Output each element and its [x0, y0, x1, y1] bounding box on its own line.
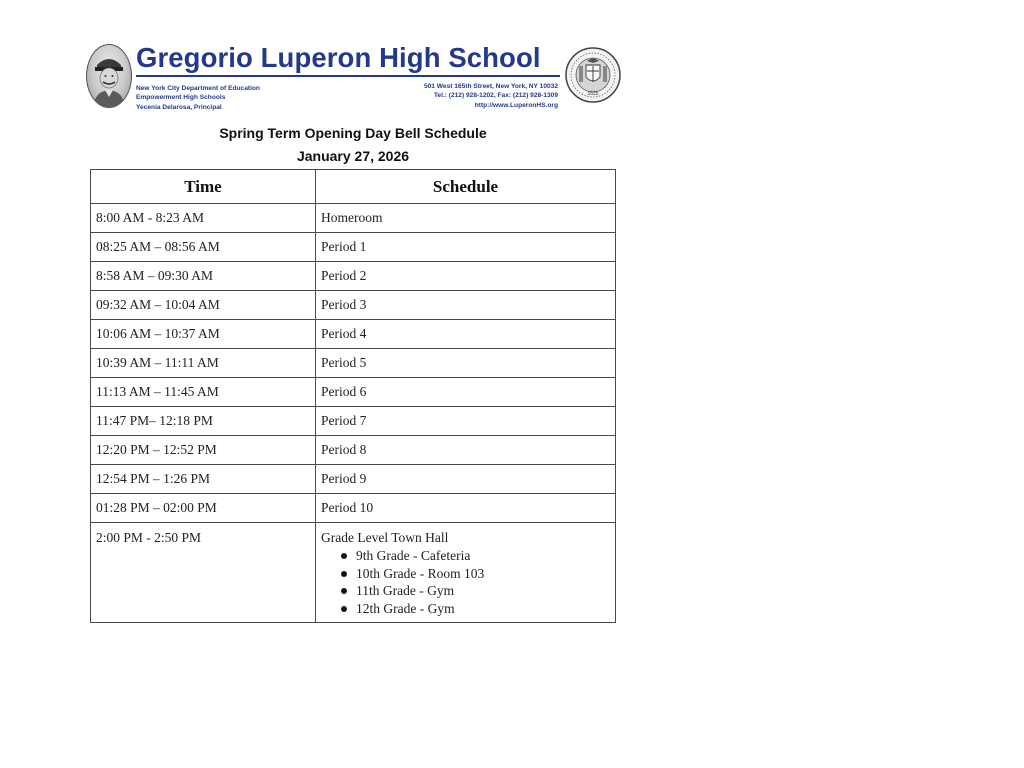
table-row [91, 291, 616, 320]
time-cell: 11:47 PM– 12:18 PM [91, 407, 316, 436]
town-hall-heading: Grade Level Town Hall [321, 530, 449, 545]
time-cell: 08:25 AM – 08:56 AM [91, 233, 316, 262]
table-row [91, 407, 616, 436]
table-row [91, 204, 616, 233]
list-item: 11th Grade - Gym [341, 582, 610, 600]
seal-year: 1625 [587, 91, 599, 97]
time-cell: 11:13 AM – 11:45 AM [91, 378, 316, 407]
table-row [91, 233, 616, 262]
schedule-cell: Period 6 [316, 378, 616, 407]
letterhead-right-block [424, 82, 558, 110]
schedule-column-header: Schedule [316, 170, 616, 204]
table-row [91, 436, 616, 465]
letterhead-left-block [136, 84, 260, 112]
time-cell: 8:00 AM - 8:23 AM [91, 204, 316, 233]
bell-schedule-table [90, 169, 616, 623]
city-seal-icon [564, 44, 622, 106]
schedule-cell: Period 10 [316, 494, 616, 523]
schedule-cell: Period 4 [316, 320, 616, 349]
schedule-cell: Period 9 [316, 465, 616, 494]
time-cell: 10:39 AM – 11:11 AM [91, 349, 316, 378]
time-cell: 01:28 PM – 02:00 PM [91, 494, 316, 523]
table-row [91, 378, 616, 407]
table-row [91, 320, 616, 349]
table-row [91, 494, 616, 523]
schedule-cell: Period 5 [316, 349, 616, 378]
schedule-cell: Homeroom [316, 204, 616, 233]
town-hall-cell [316, 523, 616, 623]
department-line: New York City Department of Education [136, 85, 260, 92]
time-cell: 12:20 PM – 12:52 PM [91, 436, 316, 465]
schedule-date: January 27, 2026 [296, 148, 410, 164]
table-header-row [91, 170, 616, 204]
letterhead [86, 42, 622, 112]
list-item: 12th Grade - Gym [341, 600, 610, 618]
page-title: Spring Term Opening Day Bell Schedule [219, 125, 487, 141]
table-row [91, 349, 616, 378]
website-link[interactable]: http://www.LuperonHS.org [474, 101, 558, 109]
table-row [91, 465, 616, 494]
time-cell: 10:06 AM – 10:37 AM [91, 320, 316, 349]
schedule-cell: Period 8 [316, 436, 616, 465]
schedule-cell: Period 2 [316, 262, 616, 291]
list-item: 9th Grade - Cafeteria [341, 547, 610, 565]
principal-line: Yecenia Delarosa, Principal [136, 103, 222, 111]
founder-portrait-image [86, 44, 132, 108]
time-column-header: Time [91, 170, 316, 204]
time-cell: 8:58 AM – 09:30 AM [91, 262, 316, 291]
table-row [91, 262, 616, 291]
list-item: 10th Grade - Room 103 [341, 565, 610, 583]
town-hall-locations-list [321, 547, 610, 618]
schedule-cell: Period 7 [316, 407, 616, 436]
schedule-cell: Period 3 [316, 291, 616, 320]
program-line: Empowerment High Schools [136, 94, 226, 102]
phone-fax-line: Tel.: (212) 928-1202, Fax: (212) 928-1309 [433, 92, 558, 100]
time-cell: 12:54 PM – 1:26 PM [91, 465, 316, 494]
time-cell: 2:00 PM - 2:50 PM [91, 523, 316, 623]
school-name: Gregorio Luperon High School [136, 42, 541, 73]
schedule-cell: Period 1 [316, 233, 616, 262]
town-hall-row [91, 523, 616, 623]
letterhead-rule [136, 75, 560, 77]
address-line: 501 West 165th Street, New York, NY 10032 [423, 83, 558, 90]
time-cell: 09:32 AM – 10:04 AM [91, 291, 316, 320]
